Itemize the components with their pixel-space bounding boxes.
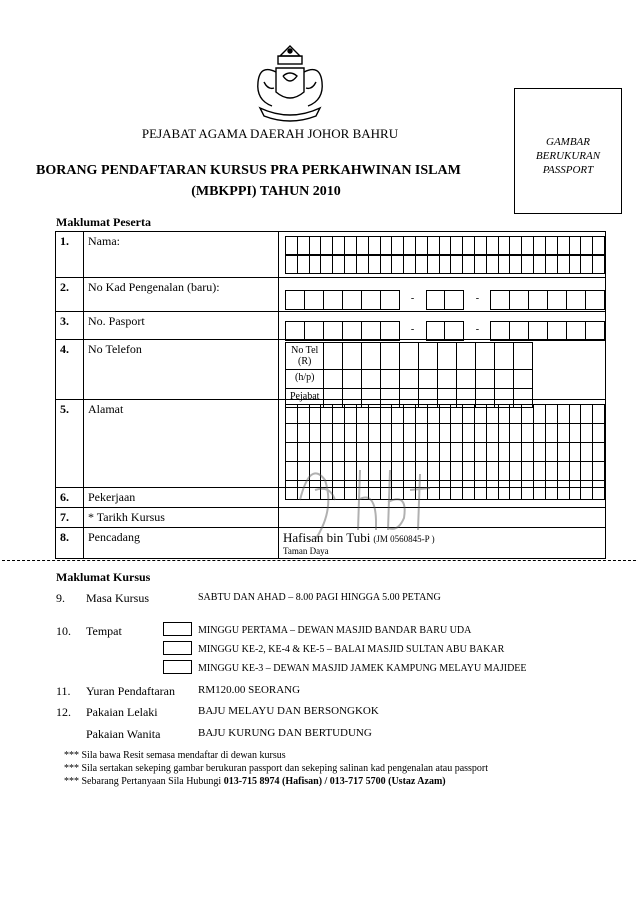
char-cell[interactable] (451, 424, 463, 443)
char-cell[interactable] (514, 370, 533, 389)
char-cell[interactable] (321, 255, 333, 274)
char-cell[interactable] (427, 255, 439, 274)
char-cell[interactable] (534, 443, 546, 462)
char-cell[interactable] (321, 237, 333, 256)
attire-male-value: BAJU MELAYU DAN BERSONGKOK (198, 705, 379, 717)
photo-box[interactable] (514, 88, 622, 214)
char-cell[interactable] (534, 405, 546, 424)
char-cell[interactable] (324, 370, 343, 389)
attire-male-label: Pakaian Lelaki (86, 705, 158, 719)
ic-separator: - (475, 323, 480, 335)
char-cell[interactable] (498, 443, 510, 462)
char-cell[interactable] (445, 291, 464, 310)
char-cell[interactable] (392, 255, 404, 274)
char-cell[interactable] (534, 462, 546, 481)
char-cell[interactable] (522, 424, 534, 443)
char-cell[interactable] (522, 237, 534, 256)
char-cell[interactable] (356, 237, 368, 256)
char-cell[interactable] (581, 255, 593, 274)
char-cell[interactable] (309, 405, 321, 424)
ic-separator: - (410, 323, 415, 335)
photo-box-line: BERUKURAN (535, 150, 601, 162)
char-cell[interactable] (593, 443, 605, 462)
fee-label: Yuran Pendaftaran (86, 684, 175, 698)
char-cell[interactable] (510, 462, 522, 481)
char-cell[interactable] (498, 424, 510, 443)
char-cell[interactable] (475, 405, 487, 424)
char-cell[interactable] (451, 255, 463, 274)
table-row (56, 340, 606, 400)
char-cell[interactable] (569, 424, 581, 443)
row-label: Pekerjaan (84, 488, 279, 508)
char-cell[interactable] (356, 405, 368, 424)
row-number: 1. (56, 232, 84, 278)
char-cell[interactable] (380, 255, 392, 274)
phone-type-label: (h/p) (286, 370, 324, 389)
phone-grid[interactable] (285, 342, 533, 408)
char-cell[interactable] (324, 343, 343, 370)
table-row (56, 278, 606, 312)
table-row (56, 312, 606, 340)
venue-checkbox-3[interactable] (163, 660, 192, 674)
char-cell[interactable] (475, 255, 487, 274)
char-cell[interactable] (510, 255, 522, 274)
char-cell[interactable] (545, 443, 557, 462)
char-cell[interactable] (475, 424, 487, 443)
char-cell[interactable] (491, 322, 510, 341)
char-grid[interactable] (285, 342, 533, 408)
char-cell[interactable] (286, 405, 298, 424)
char-cell[interactable] (498, 462, 510, 481)
char-cell[interactable] (567, 291, 586, 310)
char-cell[interactable] (380, 291, 399, 310)
char-cell[interactable] (475, 443, 487, 462)
char-cell[interactable] (510, 405, 522, 424)
char-cell[interactable] (380, 322, 399, 341)
char-cell[interactable] (569, 443, 581, 462)
venue-num: 10. (56, 624, 71, 638)
venue-label: Tempat (86, 624, 122, 638)
ic-separator: - (475, 292, 480, 304)
note-line: *** Sila sertakan sekeping gambar berukuran passport dan sekeping salinan kad pengenalan atau passport (64, 763, 489, 774)
char-cell[interactable] (451, 405, 463, 424)
char-cell[interactable] (529, 291, 548, 310)
office-name: PEJABAT AGAMA DAERAH JOHOR BAHRU (141, 126, 399, 141)
course-time-label: Masa Kursus (86, 591, 149, 605)
char-cell[interactable] (304, 322, 323, 341)
fee-value: RM120.00 SEORANG (198, 684, 301, 696)
char-cell[interactable] (476, 343, 495, 370)
row-number: 3. (56, 312, 84, 340)
row-label: No. Pasport (84, 312, 279, 340)
char-cell[interactable] (309, 237, 321, 256)
char-cell[interactable] (415, 255, 427, 274)
char-cell[interactable] (510, 322, 529, 341)
char-cell[interactable] (286, 291, 305, 310)
phone-field[interactable] (279, 340, 606, 400)
char-cell[interactable] (463, 237, 475, 256)
char-cell[interactable] (297, 237, 309, 256)
char-cell[interactable] (415, 405, 427, 424)
char-cell[interactable] (297, 405, 309, 424)
contact-numbers: 013-715 8974 (Hafisan) / 013-717 5700 (Ustaz Azam) (223, 776, 446, 787)
char-cell[interactable] (557, 405, 569, 424)
char-cell[interactable] (356, 255, 368, 274)
char-cell[interactable] (557, 237, 569, 256)
char-cell[interactable] (457, 370, 476, 389)
char-cell[interactable] (380, 405, 392, 424)
char-cell[interactable] (569, 405, 581, 424)
char-cell[interactable] (491, 291, 510, 310)
char-cell[interactable] (593, 424, 605, 443)
char-grid[interactable] (285, 236, 605, 256)
char-cell[interactable] (297, 255, 309, 274)
char-cell[interactable] (380, 237, 392, 256)
course-time-value: SABTU DAN AHAD – 8.00 PAGI HINGGA 5.00 PETANG (198, 592, 441, 603)
char-cell[interactable] (439, 255, 451, 274)
char-cell[interactable] (463, 462, 475, 481)
char-grid[interactable] (285, 321, 605, 341)
char-cell[interactable] (451, 462, 463, 481)
char-cell[interactable] (438, 370, 457, 389)
state-crest-icon (250, 42, 330, 126)
char-cell[interactable] (439, 237, 451, 256)
char-cell[interactable] (545, 255, 557, 274)
photo-box-line: GAMBAR (546, 136, 590, 148)
char-cell[interactable] (545, 462, 557, 481)
char-cell[interactable] (557, 443, 569, 462)
char-cell[interactable] (439, 405, 451, 424)
note-line (64, 775, 488, 788)
char-cell[interactable] (510, 291, 529, 310)
char-cell[interactable] (343, 343, 362, 370)
char-cell[interactable] (586, 322, 605, 341)
char-cell[interactable] (445, 322, 464, 341)
form-title: BORANG PENDAFTARAN KURSUS PRA PERKAHWINAN ISLAM (36, 163, 461, 178)
char-cell[interactable] (522, 405, 534, 424)
char-cell[interactable] (569, 462, 581, 481)
char-cell[interactable] (333, 405, 345, 424)
char-cell[interactable] (323, 322, 342, 341)
char-cell[interactable] (486, 255, 498, 274)
row-label: Nama: (84, 232, 279, 278)
row-label: * Tarikh Kursus (84, 508, 279, 528)
char-cell[interactable] (581, 443, 593, 462)
char-cell[interactable] (522, 255, 534, 274)
note-text: *** Sebarang Pertanyaan Sila Hubungi (64, 776, 224, 787)
char-cell[interactable] (486, 462, 498, 481)
char-cell[interactable] (368, 255, 380, 274)
note-line: *** Sila bawa Resit semasa mendaftar di dewan kursus (64, 750, 286, 761)
char-cell[interactable] (419, 370, 438, 389)
row-label: Alamat (84, 400, 279, 488)
section-title-kursus: Maklumat Kursus (56, 570, 151, 584)
char-cell[interactable] (534, 255, 546, 274)
name-field[interactable] (279, 232, 606, 278)
char-cell[interactable] (286, 237, 298, 256)
photo-box-line: PASSPORT (542, 164, 594, 176)
char-cell[interactable] (345, 255, 357, 274)
char-cell[interactable] (304, 291, 323, 310)
char-cell[interactable] (463, 255, 475, 274)
phone-type-label: No Tel (R) (286, 343, 324, 370)
char-cell[interactable] (534, 237, 546, 256)
char-cell[interactable] (514, 343, 533, 370)
char-cell[interactable] (495, 343, 514, 370)
char-cell[interactable] (427, 237, 439, 256)
char-cell[interactable] (404, 237, 416, 256)
char-cell[interactable] (486, 405, 498, 424)
char-cell[interactable] (333, 255, 345, 274)
char-grid[interactable] (285, 290, 605, 310)
char-cell[interactable] (567, 322, 586, 341)
char-cell[interactable] (557, 462, 569, 481)
char-cell[interactable] (368, 237, 380, 256)
form-title-year: (MBKPPI) TAHUN 2010 (191, 184, 341, 199)
watermark-icon (280, 440, 450, 560)
venue-checkbox-1[interactable] (163, 622, 192, 636)
course-time-num: 9. (56, 591, 65, 605)
row-number: 7. (56, 508, 84, 528)
char-cell[interactable] (581, 424, 593, 443)
venue-option-2: MINGGU KE-2, KE-4 & KE-5 – BALAI MASJID SULTAN ABU BAKAR (198, 644, 505, 655)
char-cell[interactable] (593, 237, 605, 256)
char-cell[interactable] (457, 343, 476, 370)
char-cell[interactable] (392, 237, 404, 256)
phone-type-label: Pejabat (286, 389, 324, 408)
proposer-id: (JM 0560845-P ) (373, 534, 435, 544)
passport-field[interactable] (279, 312, 606, 340)
row-number: 4. (56, 340, 84, 400)
char-cell[interactable] (557, 255, 569, 274)
char-cell[interactable] (593, 255, 605, 274)
char-cell[interactable] (286, 322, 305, 341)
char-cell[interactable] (545, 424, 557, 443)
char-cell[interactable] (381, 343, 400, 370)
char-cell[interactable] (415, 237, 427, 256)
row-number: 5. (56, 400, 84, 488)
char-cell[interactable] (586, 291, 605, 310)
char-cell[interactable] (321, 405, 333, 424)
char-cell[interactable] (345, 237, 357, 256)
char-cell[interactable] (581, 462, 593, 481)
char-cell[interactable] (345, 405, 357, 424)
notes (64, 749, 488, 788)
char-cell[interactable] (495, 370, 514, 389)
char-cell[interactable] (569, 255, 581, 274)
char-cell[interactable] (400, 370, 419, 389)
char-cell[interactable] (498, 405, 510, 424)
char-cell[interactable] (548, 291, 567, 310)
char-cell[interactable] (510, 443, 522, 462)
char-cell[interactable] (361, 291, 380, 310)
char-cell[interactable] (593, 462, 605, 481)
char-cell[interactable] (438, 343, 457, 370)
char-cell[interactable] (545, 405, 557, 424)
char-cell[interactable] (486, 424, 498, 443)
cut-line (0, 560, 638, 561)
char-cell[interactable] (569, 237, 581, 256)
section-title-peserta: Maklumat Peserta (56, 215, 151, 229)
row-label: No Telefon (84, 340, 279, 400)
char-cell[interactable] (426, 322, 445, 341)
char-cell[interactable] (522, 443, 534, 462)
fee-num: 11. (56, 684, 71, 698)
char-cell[interactable] (404, 405, 416, 424)
char-cell[interactable] (361, 322, 380, 341)
char-cell[interactable] (475, 237, 487, 256)
char-cell[interactable] (342, 291, 361, 310)
char-cell[interactable] (404, 255, 416, 274)
char-cell[interactable] (342, 322, 361, 341)
char-cell[interactable] (486, 443, 498, 462)
venue-option-1: MINGGU PERTAMA – DEWAN MASJID BANDAR BARU UDA (198, 625, 472, 636)
char-cell[interactable] (362, 343, 381, 370)
char-cell[interactable] (510, 237, 522, 256)
char-cell[interactable] (522, 462, 534, 481)
char-cell[interactable] (475, 462, 487, 481)
row-number: 8. (56, 528, 84, 559)
char-cell[interactable] (426, 291, 445, 310)
char-cell[interactable] (323, 291, 342, 310)
row-label: No Kad Pengenalan (baru): (84, 278, 279, 312)
char-cell[interactable] (593, 405, 605, 424)
char-grid[interactable] (285, 254, 605, 274)
attire-male-num: 12. (56, 705, 71, 719)
ic-separator: - (410, 292, 415, 304)
attire-female-value: BAJU KURUNG DAN BERTUDUNG (198, 727, 372, 739)
row-number: 2. (56, 278, 84, 312)
char-cell[interactable] (486, 237, 498, 256)
char-cell[interactable] (557, 424, 569, 443)
char-cell[interactable] (581, 237, 593, 256)
row-number: 6. (56, 488, 84, 508)
table-row (56, 232, 606, 278)
venue-checkbox-2[interactable] (163, 641, 192, 655)
char-cell[interactable] (368, 405, 380, 424)
char-cell[interactable] (451, 237, 463, 256)
char-cell[interactable] (419, 343, 438, 370)
char-cell[interactable] (498, 237, 510, 256)
row-label: Pencadang (84, 528, 279, 559)
proposer-name: Hafisan bin Tubi (283, 530, 371, 545)
char-cell[interactable] (534, 424, 546, 443)
attire-female-label: Pakaian Wanita (86, 727, 161, 741)
char-cell[interactable] (333, 237, 345, 256)
char-cell[interactable] (545, 237, 557, 256)
char-cell[interactable] (392, 405, 404, 424)
char-cell[interactable] (427, 405, 439, 424)
char-cell[interactable] (463, 443, 475, 462)
venue-option-3: MINGGU KE-3 – DEWAN MASJID JAMEK KAMPUNG MELAYU MAJIDEE (198, 663, 527, 674)
proposer-place: Taman Daya (283, 546, 329, 556)
char-cell[interactable] (343, 370, 362, 389)
char-cell[interactable] (400, 343, 419, 370)
char-cell[interactable] (309, 255, 321, 274)
char-cell[interactable] (362, 370, 381, 389)
char-cell[interactable] (581, 405, 593, 424)
char-cell[interactable] (498, 255, 510, 274)
char-cell[interactable] (529, 322, 548, 341)
ic-field[interactable] (279, 278, 606, 312)
char-cell[interactable] (548, 322, 567, 341)
char-cell[interactable] (286, 255, 298, 274)
char-cell[interactable] (476, 370, 495, 389)
char-cell[interactable] (381, 370, 400, 389)
char-cell[interactable] (463, 424, 475, 443)
char-cell[interactable] (510, 424, 522, 443)
char-cell[interactable] (451, 443, 463, 462)
char-cell[interactable] (463, 405, 475, 424)
